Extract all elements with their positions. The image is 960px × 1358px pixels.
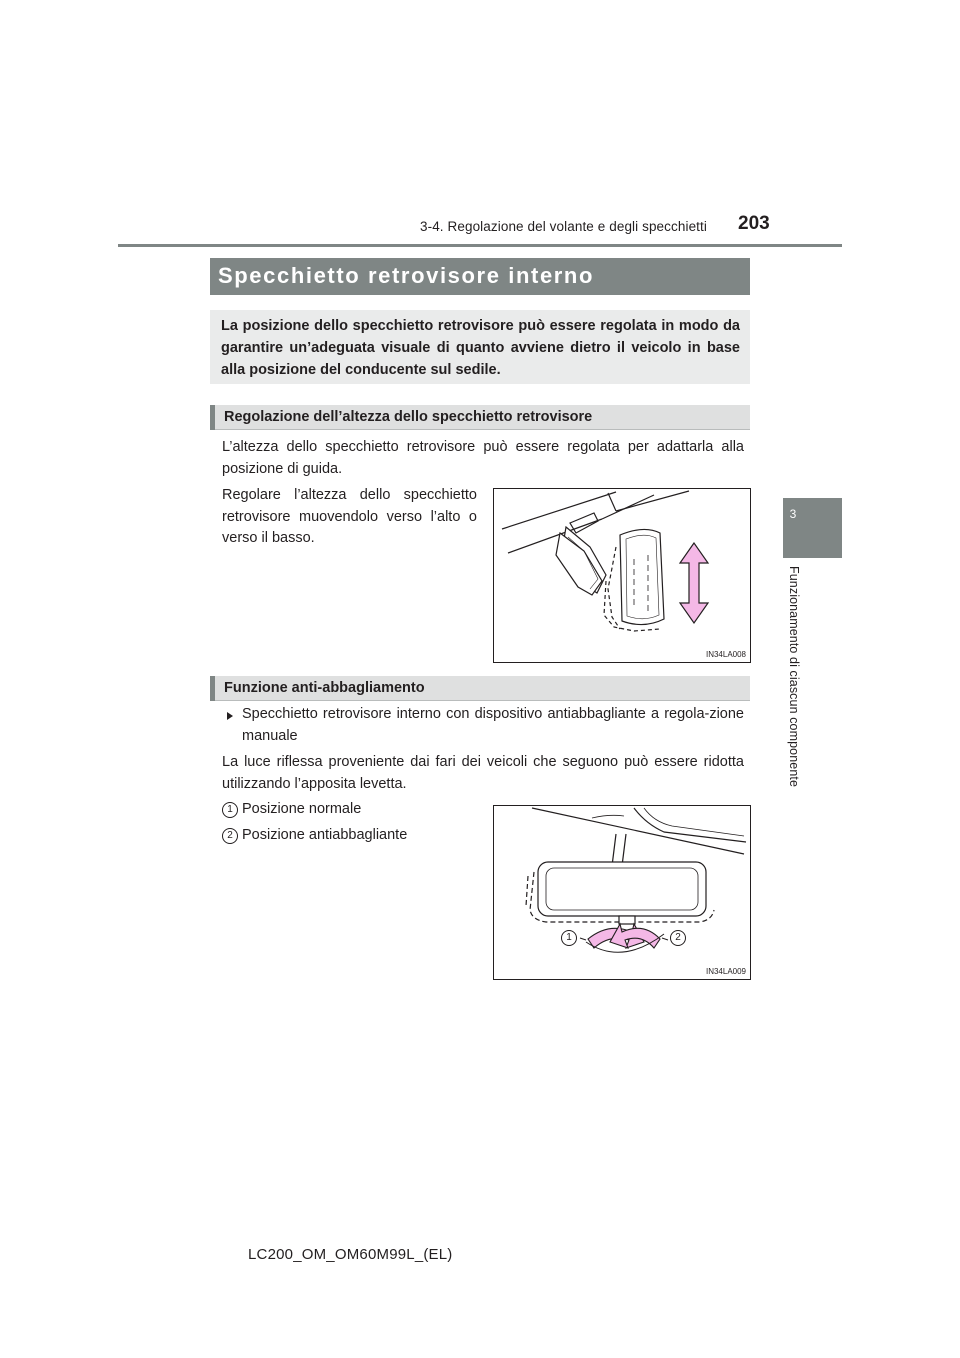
chapter-tab-label: Funzionamento di ciascun componente [787,566,801,787]
page-title: Specchietto retrovisore interno [218,263,595,288]
item-number-2: 2 [222,828,238,844]
anti-glare-bullet-text: Specchietto retrovisore interno con dispositivo antiabbagliante a regola-zione manuale [242,706,744,744]
document-code: LC200_OM_OM60M99L_(EL) [248,1246,453,1263]
mirror-height-illustration [494,489,750,662]
figure-callout-2: 2 [670,930,686,946]
up-down-arrow-icon [680,543,708,623]
figure-id: IN34LA008 [705,650,746,659]
figure-callout-1: 1 [561,930,577,946]
subheading-anti-glare [210,676,750,701]
mirror-anti-glare-illustration [494,806,750,979]
subheading-marker [210,676,215,701]
header-rule [118,244,842,247]
height-paragraph-1: L’altezza dello specchietto retrovisore può essere regolata per adattarla alla posizione di guida. [222,439,744,477]
mirror-height-figure [493,488,751,663]
anti-glare-paragraph: La luce riflessa proveniente dai fari dei veicoli che seguono può essere ridotta utilizzando l’apposita levetta. [222,754,744,792]
subheading-height-adjustment [210,405,750,430]
intro-text: La posizione dello specchietto retrovisore può essere regolata in modo da garantire un’adeguata visuale di quanto avviene dietro il veicolo in base alla posizione del conducente sul sedile. [221,318,740,378]
section-header: 3-4. Regolazione del volante e degli specchietti [420,219,707,234]
item-number-1: 1 [222,802,238,818]
subheading-marker [210,405,215,430]
page-number: 203 [738,213,770,234]
item-label-anti-glare-position: Posizione antiabbagliante [242,827,408,843]
subheading-text: Regolazione dell’altezza dello specchietto retrovisore [224,409,593,425]
figure-id: IN34LA009 [705,967,746,976]
height-paragraph-2: Regolare l’altezza dello specchietto retrovisore muovendolo verso l’alto o verso il basso. [222,487,477,546]
subheading-text: Funzione anti-abbagliamento [224,680,425,696]
chapter-tab-number: 3 [789,507,797,521]
item-label-normal-position: Posizione normale [242,801,362,817]
bullet-triangle-icon [227,712,233,720]
mirror-anti-glare-figure [493,805,751,980]
